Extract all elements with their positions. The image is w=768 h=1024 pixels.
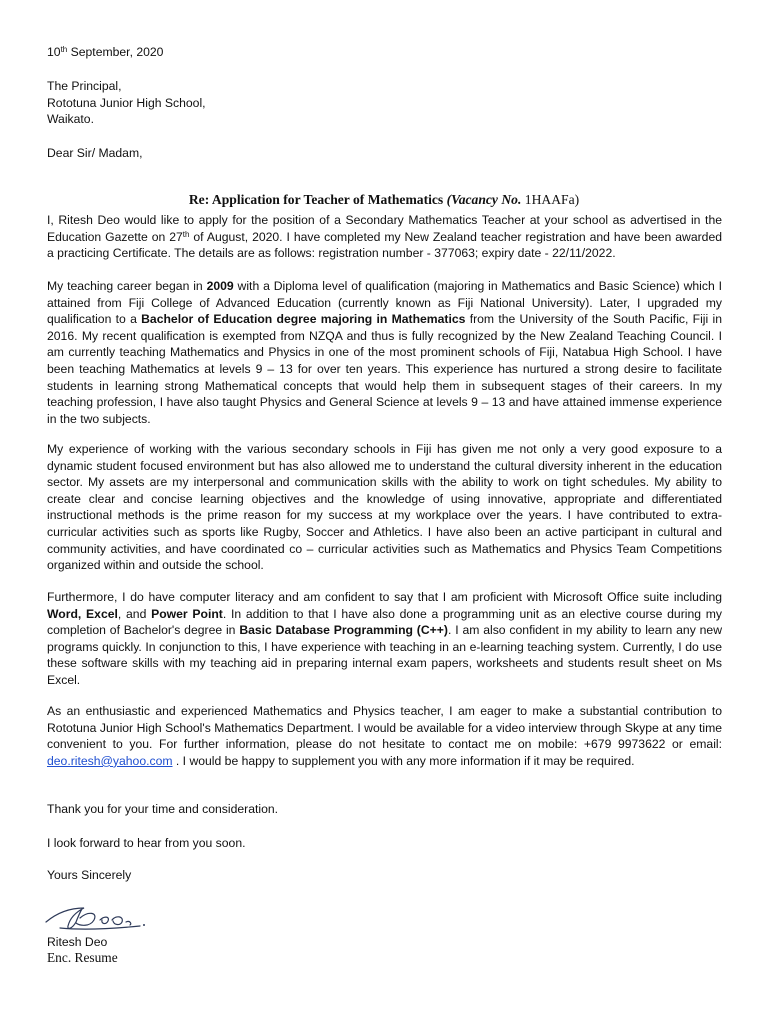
paragraph-intro: I, Ritesh Deo would like to apply for the position of a Secondary Mathematics Teacher at your school as advertised in the Education Gazette on 27th of August, 2020. I have completed my New Zealand teacher registration and have been awarded a practicing Certificate. The details are as follows: registration number - 377063; expiry date - 22/11/2022. xyxy=(47,213,722,261)
enclosure-note: Enc. Resume xyxy=(47,950,118,965)
signature-image xyxy=(40,896,160,936)
closing-valediction: Yours Sincerely xyxy=(47,868,132,882)
paragraph-contact: As an enthusiastic and experienced Mathematics and Physics teacher, I am eager to make a substantial contribution to Rototuna Junior High School's Mathematics Department. I would be available for a video interview through Skype at any time convenient to you. For further information, please do not hesitate to contact me on mobile: +679 9973622 or email: deo.ritesh@yahoo.com . I would be happy to supplement you with any more information if it may be required. xyxy=(47,704,722,768)
recipient-address xyxy=(47,78,722,128)
address-line: Rototuna Junior High School, xyxy=(47,95,206,110)
salutation: Dear Sir/ Madam, xyxy=(47,146,143,160)
subject-line: Re: Application for Teacher of Mathematics (Vacancy No. 1HAAFa) xyxy=(188,191,580,207)
thanks-line: Thank you for your time and consideration. xyxy=(47,802,279,816)
address-line: Waikato. xyxy=(47,112,94,127)
email-link[interactable]: deo.ritesh@yahoo.com xyxy=(47,753,173,768)
paragraph-experience: My experience of working with the various secondary schools in Fiji has given me not only a very good exposure to a dynamic student focused environment but has also allowed me to understand the cultural diversity inherent in the education sector. My assets are my interpersonal and communication skills with the ability to work on tight schedules. My ability to create clear and concise learning objectives and the knowledge of using innovative, appropriate and differentiated instructional methods is the prime reason for my success at my workplace over the years. I have contributed to extra-curricular activities such as sports like Rugby, Soccer and Athletics. I have also been an active participant in cultural and community activities, and have coordinated co – curricular activities such as Mathematics and Physics Team Competitions organized within and outside the school. xyxy=(47,442,722,573)
address-line: The Principal, xyxy=(47,79,122,93)
paragraph-career: My teaching career began in 2009 with a Diploma level of qualification (majoring in Mathematics and Basic Science) which I attained from Fiji College of Advanced Education (currently known as Fiji National University). Later, I upgraded my qualification to a Bachelor of Education degree majoring in Mathematics from the University of the South Pacific, Fiji in 2016. My recent qualification is exempted from NZQA and thus is fully recognized by the New Zealand Teaching Council. I am currently teaching Mathematics and Physics in one of the most prominent schools of Fiji, Natabua High School. I have been teaching Mathematics at levels 9 – 13 for over ten years. This experience has nurtured a strong desire to facilitate students in learning strong Mathematical concepts that would help them in subsequent stages of their careers. In my teaching profession, I have also taught Physics and General Science at levels 9 – 13 and have attained immense experience in the two subjects. xyxy=(47,279,722,426)
closing-remark: I look forward to hear from you soon. xyxy=(47,836,246,850)
paragraph-computer-skills: Furthermore, I do have computer literacy and am confident to say that I am proficient with Microsoft Office suite including Word, Excel, and Power Point. In addition to that I have also done a programming unit as an elective course during my completion of Bachelor's degree in Basic Database Programming (C++). I am also confident in my ability to learn any new programs quickly. In conjunction to this, I have experience with teaching in an e-learning teaching system. Currently, I do use these software skills with my teaching aid in preparing internal exam papers, worksheets and students result sheet on Ms Excel. xyxy=(47,590,722,687)
letter-date: 10th September, 2020 xyxy=(47,45,164,59)
signatory-name: Ritesh Deo xyxy=(47,935,108,949)
